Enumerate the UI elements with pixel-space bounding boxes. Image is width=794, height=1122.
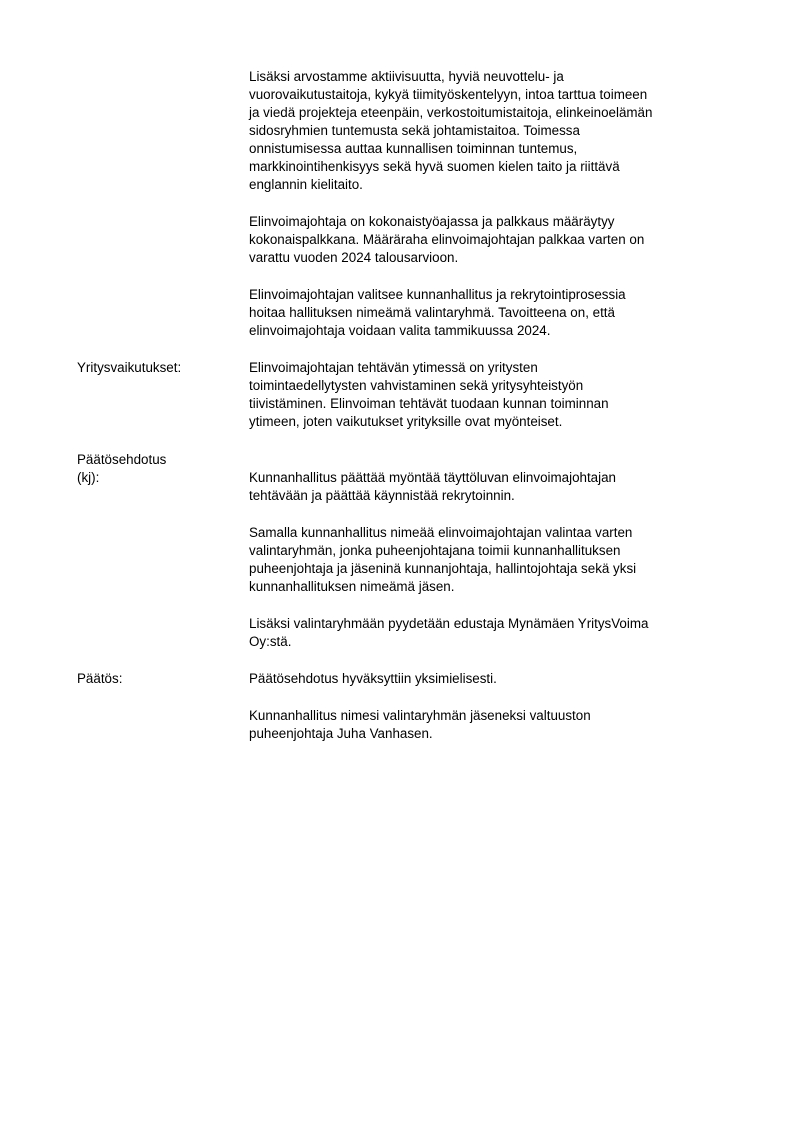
text-line: Elinvoimajohtajan valitsee kunnanhallitus ja rekrytointiprosessia [249, 287, 626, 302]
text-line: ja viedä projekteja eteenpäin, verkostoitumistaitoja, elinkeinoelämän [249, 105, 653, 120]
text-line: varattu vuoden 2024 talousarvioon. [249, 250, 459, 265]
text-line: onnistumisessa auttaa kunnallisen toiminnan tuntemus, [249, 141, 578, 156]
text-line: markkinointihenkisyys sekä hyvä suomen kielen taito ja riittävä [249, 159, 620, 174]
text-line: hoitaa hallituksen nimeämä valintaryhmä. Tavoitteena on, että [249, 305, 615, 320]
section-label: Päätös: [77, 671, 123, 686]
section-label: Yritysvaikutukset: [77, 360, 182, 375]
text-line: Lisäksi valintaryhmään pyydetään edustaja Mynämäen YritysVoima [249, 616, 649, 631]
text-line: toimintaedellytysten vahvistaminen sekä yritysyhteistyön [249, 378, 584, 393]
text-line: tehtävään ja päättää käynnistää rekrytoinnin. [249, 488, 515, 503]
text-line: Samalla kunnanhallitus nimeää elinvoimajohtajan valintaa varten [249, 525, 633, 540]
text-line: englannin kielitaito. [249, 177, 363, 192]
section-label: Päätösehdotus [77, 452, 167, 467]
text-line: tiivistäminen. Elinvoiman tehtävät tuodaan kunnan toiminnan [249, 396, 609, 411]
text-line: puheenjohtaja Juha Vanhasen. [249, 726, 433, 741]
text-line: Elinvoimajohtaja on kokonaistyöajassa ja palkkaus määräytyy [249, 214, 615, 229]
text-line: kokonaispalkkana. Määräraha elinvoimajohtajan palkkaa varten on [249, 232, 645, 247]
text-line: puheenjohtaja ja jäseninä kunnanjohtaja, hallintojohtaja sekä yksi [249, 561, 637, 576]
text-line: Oy:stä. [249, 634, 292, 649]
text-line: Kunnanhallitus päättää myöntää täyttöluvan elinvoimajohtajan [249, 470, 617, 485]
text-line: Elinvoimajohtajan tehtävän ytimessä on yritysten [249, 360, 538, 375]
section-label: (kj): [77, 470, 100, 485]
text-line: kunnanhallituksen nimeämä jäsen. [249, 579, 455, 594]
text-line: valintaryhmän, jonka puheenjohtajana toimii kunnanhallituksen [249, 543, 621, 558]
text-line: ytimeen, joten vaikutukset yrityksille ovat myönteiset. [249, 414, 563, 429]
text-line: Lisäksi arvostamme aktiivisuutta, hyviä neuvottelu- ja [249, 69, 564, 84]
text-line: sidosryhmien tuntemusta sekä johtamistaitoa. Toimessa [249, 123, 580, 138]
text-line: elinvoimajohtaja voidaan valita tammikuussa 2024. [249, 323, 551, 338]
text-line: vuorovaikutustaitoja, kykyä tiimityöskentelyyn, intoa tarttua toimeen [249, 87, 648, 102]
text-line: Päätösehdotus hyväksyttiin yksimielisesti. [249, 671, 497, 686]
text-line: Kunnanhallitus nimesi valintaryhmän jäseneksi valtuuston [249, 708, 591, 723]
